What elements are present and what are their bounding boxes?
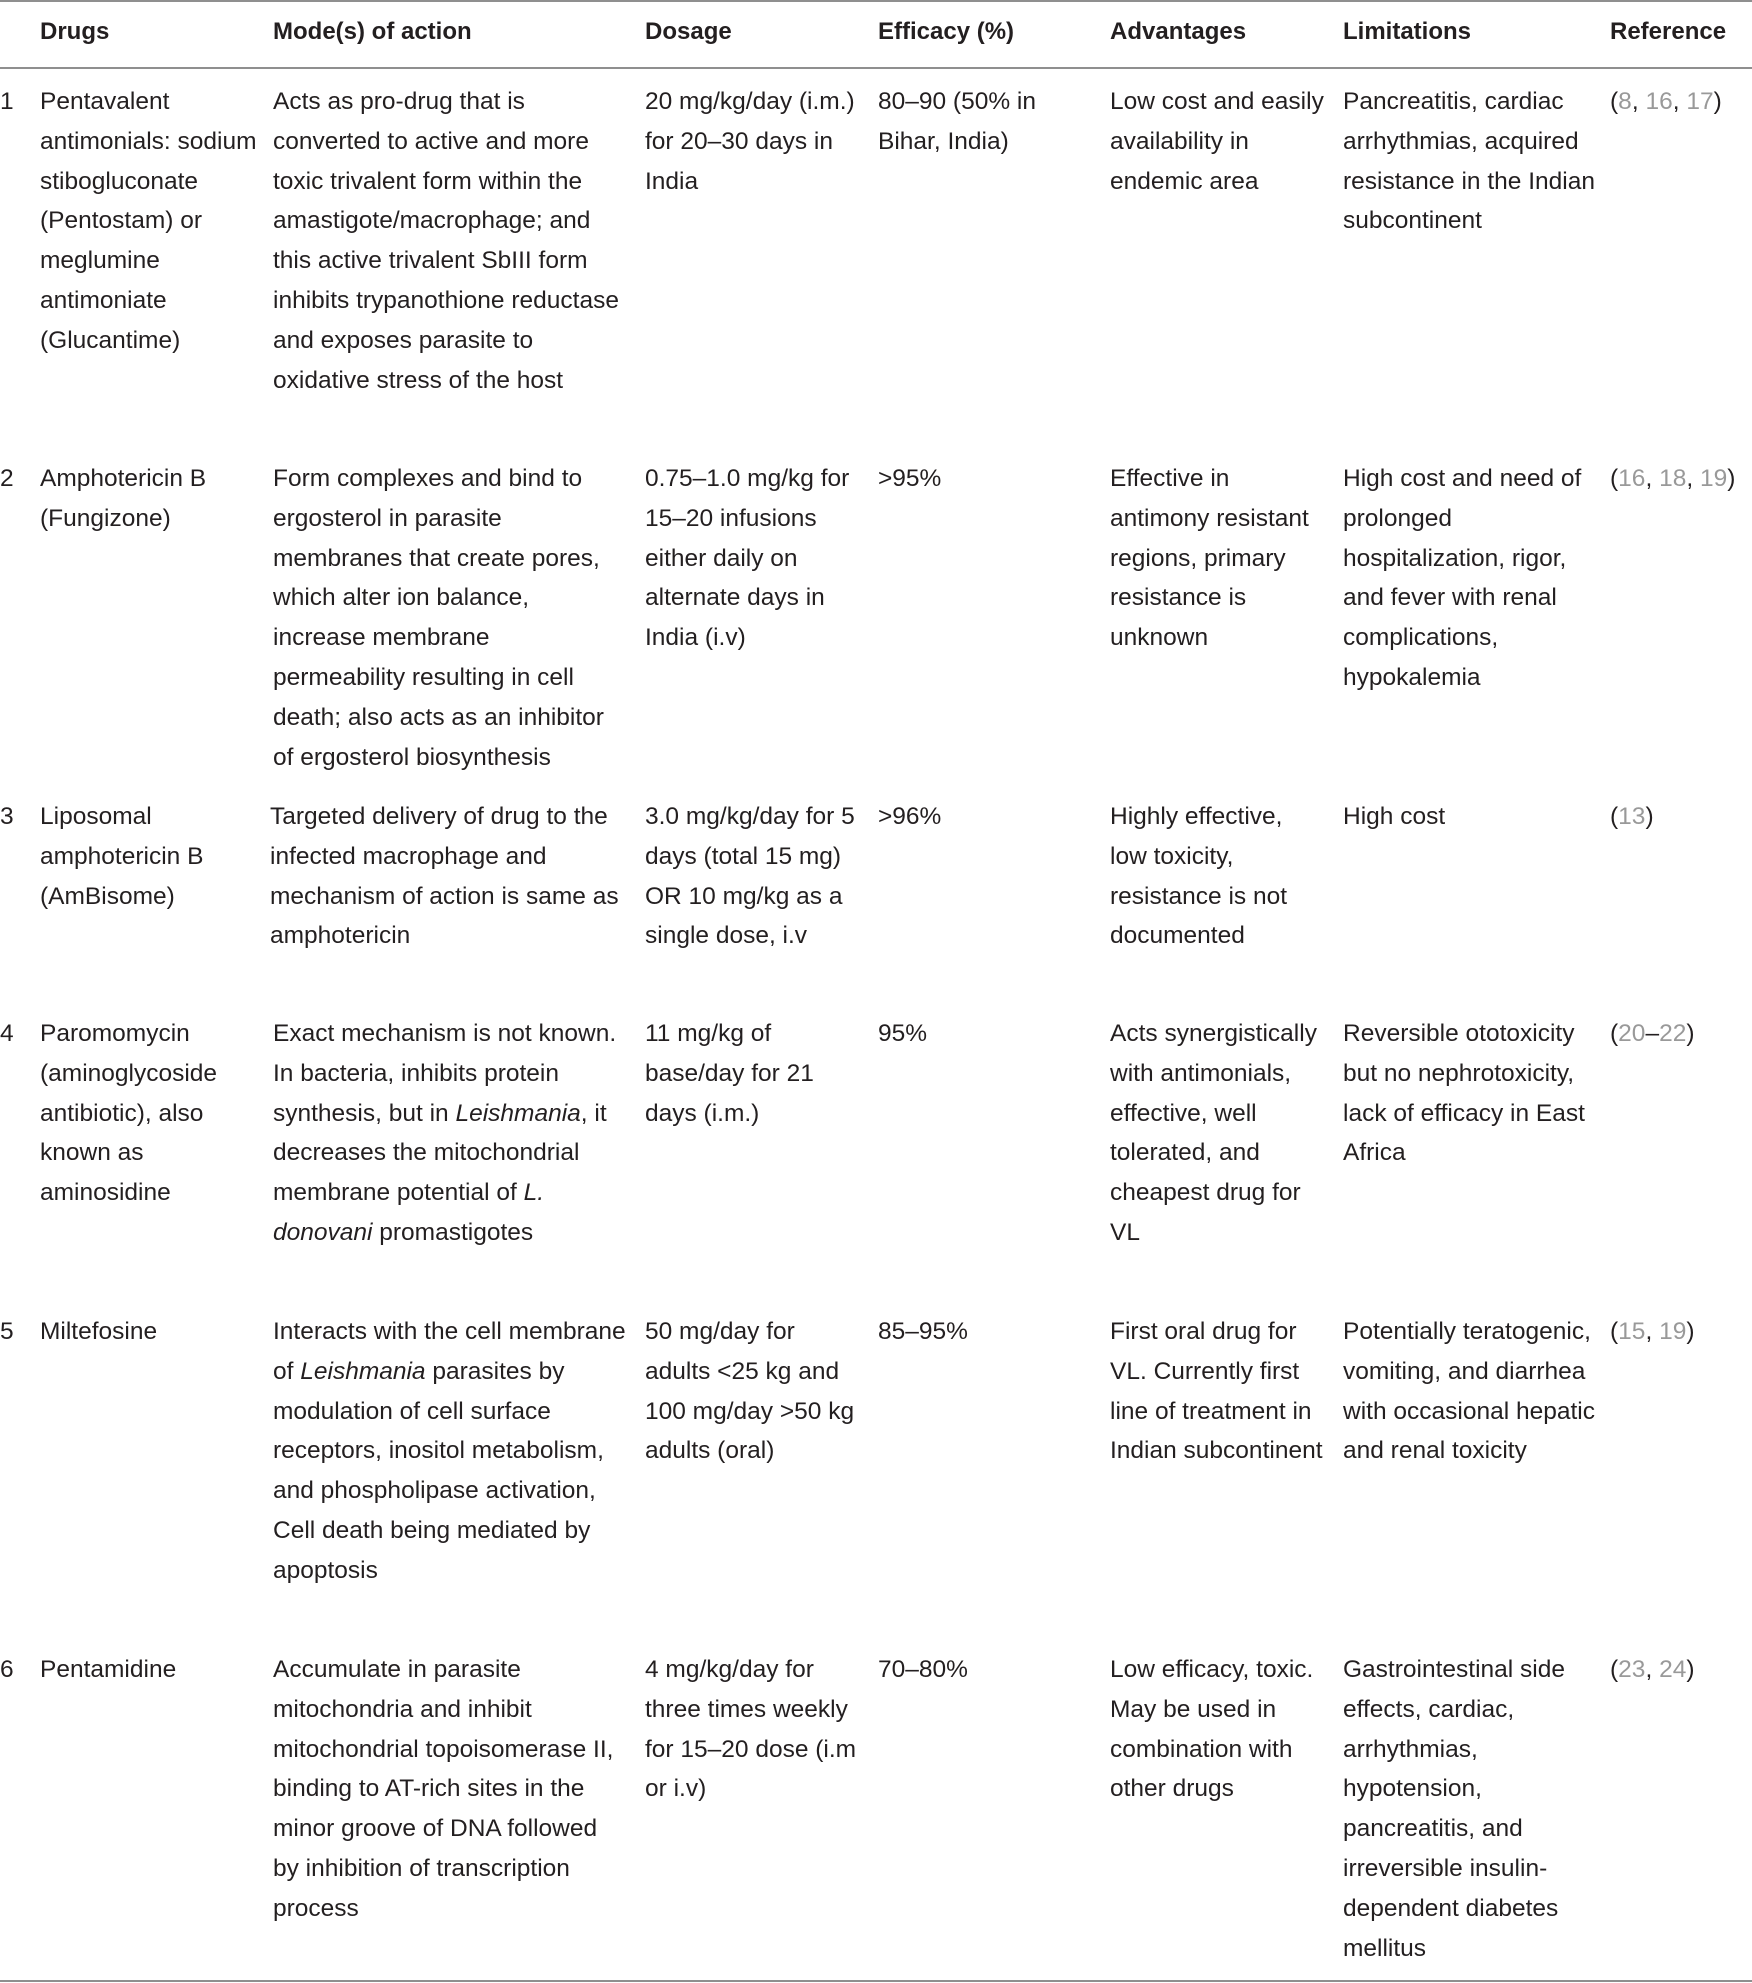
row-number: 6	[0, 1656, 14, 1683]
row-number: 1	[0, 88, 14, 115]
reference-list: (8, 16, 17)	[1610, 88, 1722, 115]
efficacy: 70–80%	[878, 1656, 968, 1683]
limitations: High cost	[1343, 803, 1446, 830]
reference-link[interactable]: 20	[1618, 1020, 1646, 1047]
reference-link[interactable]: 8	[1618, 88, 1632, 115]
mode-of-action: Interacts with the cell membrane of Leishmania parasites by modulation of cell surface receptors, inositol metabolism, and phospholipase activation, Cell death being mediated by apoptosis	[273, 1318, 626, 1584]
mode-of-action: Targeted delivery of drug to the infected macrophage and mechanism of action is same as amphotericin	[270, 803, 619, 950]
advantages: Effective in antimony resistant regions, primary resistance is unknown	[1110, 465, 1309, 652]
mode-of-action: Form complexes and bind to ergosterol in parasite membranes that create pores, which alter ion balance, increase membrane permeability resulting in cell death; also acts as an inhibitor of ergosterol biosynthesis	[273, 465, 604, 771]
row-number: 4	[0, 1020, 14, 1047]
dosage: 11 mg/kg of base/day for 21 days (i.m.)	[645, 1020, 814, 1127]
advantages: Highly effective, low toxicity, resistance is not documented	[1110, 803, 1288, 950]
header-efficacy: Efficacy (%)	[878, 18, 1015, 45]
drug-name: Pentavalent antimonials: sodium stibogluconate (Pentostam) or meglumine antimoniate (Glucantime)	[40, 88, 257, 354]
drug-name: Miltefosine	[40, 1318, 158, 1345]
reference-link[interactable]: 16	[1618, 465, 1646, 492]
efficacy: >95%	[878, 465, 942, 492]
efficacy: 80–90 (50% in Bihar, India)	[878, 88, 1037, 155]
drug-name: Paromomycin (aminoglycoside antibiotic), also known as aminosidine	[40, 1020, 218, 1207]
reference-link[interactable]: 19	[1699, 465, 1728, 492]
efficacy: 85–95%	[878, 1318, 968, 1345]
advantages: First oral drug for VL. Currently first line of treatment in Indian subcontinent	[1110, 1318, 1323, 1465]
mode-of-action: Accumulate in parasite mitochondria and inhibit mitochondrial topoisomerase II, binding to AT-rich sites in the minor groove of DNA followed by inhibition of transcription process	[273, 1656, 614, 1922]
species-name: Leishmania	[300, 1357, 426, 1385]
reference-list: (23, 24)	[1610, 1656, 1695, 1683]
row-number: 2	[0, 465, 14, 492]
reference-list: (16, 18, 19)	[1610, 465, 1736, 492]
table-bottom-rule	[0, 1980, 1752, 1982]
row-number: 3	[0, 803, 14, 830]
header-advantages: Advantages	[1110, 18, 1247, 45]
advantages: Low efficacy, toxic. May be used in combination with other drugs	[1110, 1656, 1314, 1803]
header-drugs: Drugs	[40, 18, 110, 45]
reference-link[interactable]: 16	[1645, 88, 1673, 115]
row-number: 5	[0, 1318, 14, 1345]
dosage: 50 mg/day for adults <25 kg and 100 mg/day >50 kg adults (oral)	[645, 1318, 855, 1465]
species-name: Leishmania	[455, 1099, 581, 1127]
dosage: 20 mg/kg/day (i.m.) for 20–30 days in India	[645, 88, 855, 195]
reference-link[interactable]: 23	[1618, 1656, 1646, 1683]
reference-link[interactable]: 18	[1659, 465, 1687, 492]
dosage: 3.0 mg/kg/day for 5 days (total 15 mg) OR 10 mg/kg as a single dose, i.v	[645, 803, 855, 950]
limitations: Gastrointestinal side effects, cardiac, arrhythmias, hypotension, pancreatitis, and irreversible insulin-dependent diabetes mellitus	[1343, 1656, 1565, 1962]
drug-name: Pentamidine	[40, 1656, 177, 1683]
header-rule	[0, 67, 1752, 69]
limitations: High cost and need of prolonged hospitalization, rigor, and fever with renal complications, hypokalemia	[1343, 465, 1582, 691]
limitations: Potentially teratogenic, vomiting, and diarrhea with occasional hepatic and renal toxicity	[1343, 1318, 1595, 1465]
header-mode-of-action: Mode(s) of action	[273, 18, 472, 45]
reference-list: (13)	[1610, 803, 1654, 830]
species-name: L. donovani	[273, 1179, 545, 1246]
reference-link[interactable]: 24	[1659, 1656, 1687, 1683]
reference-link[interactable]: 19	[1659, 1318, 1687, 1345]
reference-list: (20–22)	[1610, 1020, 1695, 1047]
dosage: 4 mg/kg/day for three times weekly for 15–20 dose (i.m or i.v)	[645, 1656, 857, 1803]
reference-link[interactable]: 15	[1618, 1318, 1646, 1345]
reference-link[interactable]: 13	[1618, 803, 1646, 830]
efficacy: >96%	[878, 803, 942, 830]
header-limitations: Limitations	[1343, 18, 1472, 45]
header-dosage: Dosage	[645, 18, 732, 45]
reference-link[interactable]: 17	[1686, 88, 1714, 115]
advantages: Low cost and easily availability in endemic area	[1110, 88, 1324, 195]
mode-of-action: Acts as pro-drug that is converted to active and more toxic trivalent form within the amastigote/macrophage; and this active trivalent SbIII form inhibits trypanothione reductase and exposes parasite to oxidative stress of the host	[273, 88, 619, 394]
limitations: Reversible ototoxicity but no nephrotoxicity, lack of efficacy in East Africa	[1343, 1020, 1585, 1167]
drug-name: Amphotericin B (Fungizone)	[40, 465, 207, 532]
advantages: Acts synergistically with antimonials, effective, well tolerated, and cheapest drug for VL	[1110, 1020, 1317, 1246]
reference-list: (15, 19)	[1610, 1318, 1695, 1345]
drug-name: Liposomal amphotericin B (AmBisome)	[40, 803, 204, 910]
table-top-rule	[0, 0, 1752, 2]
reference-link[interactable]: 22	[1659, 1020, 1687, 1047]
dosage: 0.75–1.0 mg/kg for 15–20 infusions either daily on alternate days in India (i.v)	[645, 465, 850, 652]
header-reference: Reference	[1610, 18, 1727, 45]
efficacy: 95%	[878, 1020, 928, 1047]
mode-of-action: Exact mechanism is not known. In bacteria, inhibits protein synthesis, but in Leishmania, it decreases the mitochondrial membrane potential of L. donovani promastigotes	[273, 1020, 617, 1246]
limitations: Pancreatitis, cardiac arrhythmias, acquired resistance in the Indian subcontinent	[1343, 88, 1595, 235]
